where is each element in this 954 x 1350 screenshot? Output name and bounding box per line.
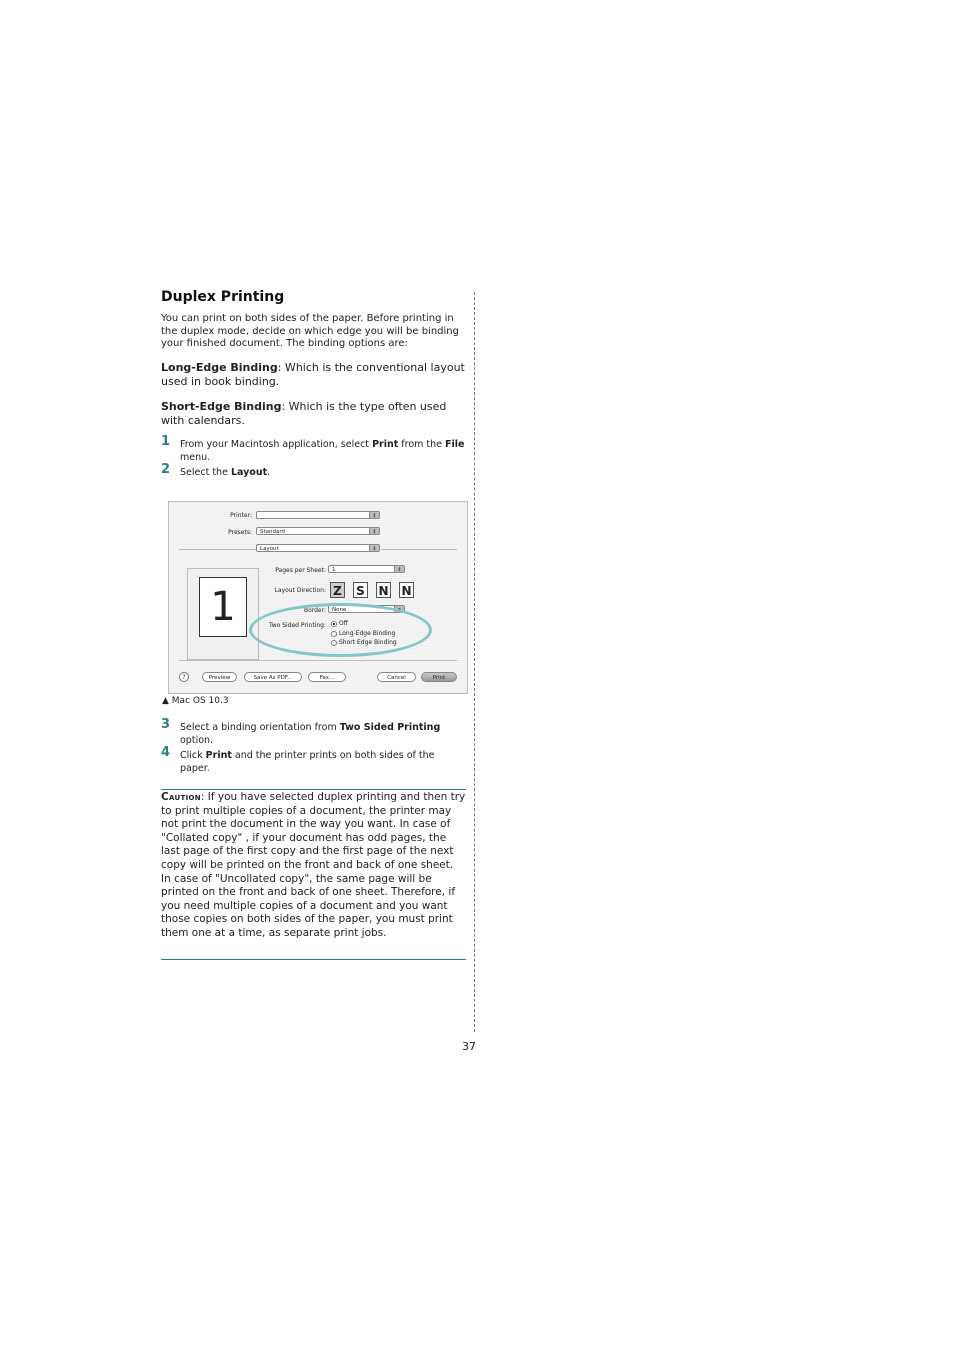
preview-button[interactable]: Preview [202, 672, 237, 682]
short-edge-paragraph [161, 400, 466, 427]
step-text: From your Macintosh application, select Print from the File menu. [180, 439, 465, 463]
caution-bottom-rule [161, 959, 466, 960]
chevron-down-icon: ▾ [394, 606, 404, 612]
radio-long-edge[interactable]: Long-Edge Binding [331, 630, 395, 638]
preview-page: 1 [199, 577, 247, 637]
caution-text: : If you have selected duplex printing and then try to print multiple copies of a document, the printer may not print the document in the way you want. In case of "Collated copy" , if your document has odd pages, the last page of the first copy and the first page of the next copy will be printed on the front and back of one sheet. In case of "Uncollated copy", the same page will be printed on the front and back of one sheet. Therefore, if you need multiple copies of a document and you want those copies on both sides of the paper, you must print them one at a time, as separate print jobs. [161, 791, 466, 939]
step-text: Click Print and the printer prints on both sides of the paper. [180, 750, 435, 774]
updown-icon: ⇕ [369, 545, 379, 551]
divider [179, 549, 256, 550]
caution-note [161, 791, 466, 941]
updown-icon: ⇕ [369, 528, 379, 534]
help-icon[interactable]: ? [179, 672, 189, 682]
figure-caption: ▲ Mac OS 10.3 [162, 696, 229, 706]
caution-label: Caution [161, 791, 201, 803]
presets-select[interactable]: Standard ⇕ [256, 527, 380, 535]
step-number: 2 [161, 462, 171, 477]
presets-label: Presets: [228, 529, 252, 536]
caution-top-rule [161, 789, 466, 790]
print-button[interactable]: Print [421, 672, 457, 682]
step-text: Select the Layout. [180, 467, 271, 478]
column-divider [474, 292, 475, 1032]
step-number: 3 [161, 717, 171, 732]
direction-z-icon[interactable]: Z [330, 582, 345, 598]
border-label: Border: [303, 607, 326, 614]
direction-reverse-n-icon[interactable]: N [376, 582, 391, 598]
step-number: 4 [161, 745, 171, 760]
direction-s-icon[interactable]: S [353, 582, 368, 598]
step-number: 1 [161, 434, 171, 449]
intro-paragraph: You can print on both sides of the paper. Before printing in the duplex mode, decide on which edge you will be binding your finished document. The binding options are: [161, 313, 459, 349]
fax-button[interactable]: Fax... [308, 672, 346, 682]
short-edge-desc: : Which is the type often used with calendars. [161, 400, 447, 427]
pages-per-sheet-select[interactable]: 1 ⇕ [328, 565, 405, 573]
updown-icon: ⇕ [369, 512, 379, 518]
printer-label: Printer: [230, 512, 252, 519]
print-dialog [168, 501, 468, 694]
pages-per-sheet-label: Pages per Sheet: [275, 567, 326, 574]
radio-off[interactable]: Off [331, 620, 348, 628]
page-title: Duplex Printing [161, 289, 285, 305]
panel-select[interactable]: Layout ⇕ [256, 544, 380, 552]
two-sided-label: Two Sided Printing: [269, 622, 326, 629]
layout-preview [187, 568, 259, 660]
border-select[interactable]: None ▾ [328, 605, 405, 613]
step-text: Select a binding orientation from Two Sided Printing option. [180, 722, 441, 746]
short-edge-term: Short-Edge Binding [161, 400, 282, 413]
page-number: 37 [462, 1040, 476, 1053]
cancel-button[interactable]: Cancel [377, 672, 416, 682]
divider [179, 660, 457, 661]
printer-select[interactable] [256, 511, 380, 519]
long-edge-paragraph [161, 361, 466, 388]
radio-short-edge[interactable]: Short Edge Binding [331, 639, 397, 647]
updown-icon: ⇕ [394, 566, 404, 572]
divider [381, 549, 457, 550]
long-edge-desc: : Which is the conventional layout used in book binding. [161, 361, 465, 388]
save-as-pdf-button[interactable]: Save As PDF... [244, 672, 302, 682]
direction-n-icon[interactable]: N [399, 582, 414, 598]
highlight-oval [249, 603, 432, 657]
layout-direction-label: Layout Direction: [274, 587, 326, 594]
long-edge-term: Long-Edge Binding [161, 361, 278, 374]
